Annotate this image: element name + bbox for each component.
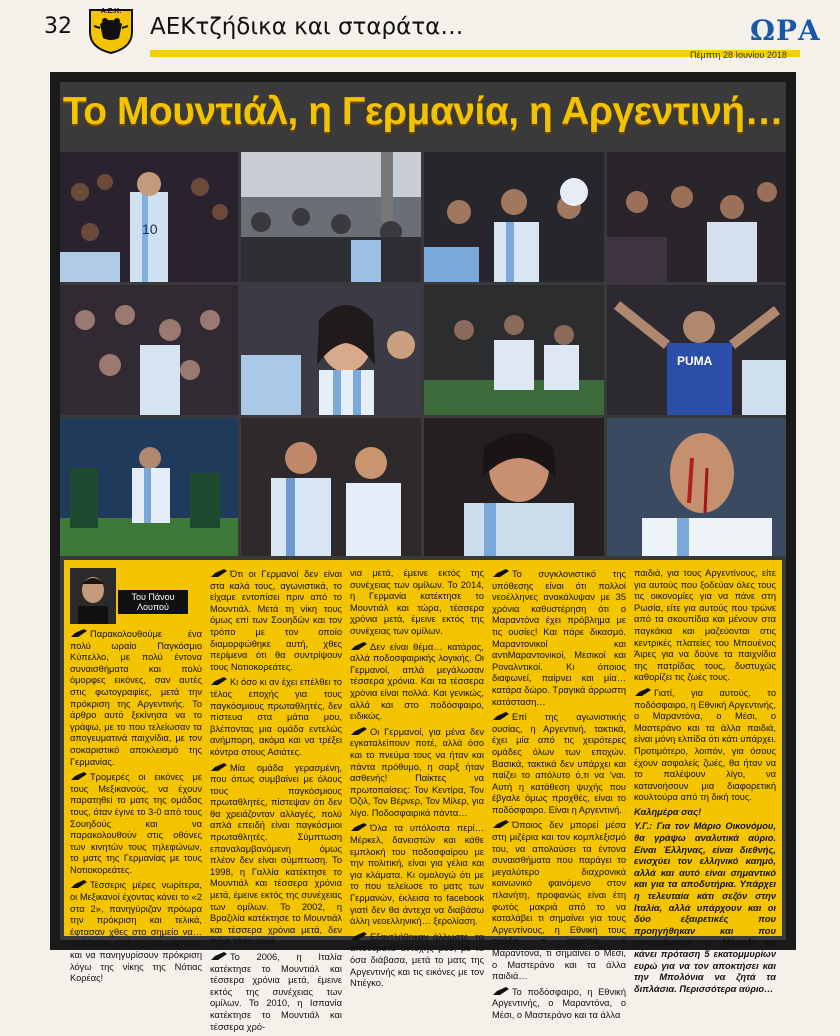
paragraph-text: Το συγκλονιστικό της υπόθεσης είναι ότι πολλοί νεοέλληνες ανακάλυψαν με 35 χρόνια καθυστέρηση ότι ο Μαραντόνα έχει πρόβλημα με τις ουσίες! Και πάρε δικασμό. Μαραντονικοί και αντιΜαραντονικοί, Μεσικοί και Ροναλντικοί. Κι όποιος διαφωνεί, παίρνει και μία… κατάρα δώρο. Τραγικά άρρωστη κατάσταση… (492, 569, 626, 707)
paragraph (350, 641, 484, 723)
pen-icon (492, 819, 510, 829)
signoff: Καλημέρα σας! (634, 806, 702, 817)
headline: Το Μουντιάλ, η Γερμανία, η Αργεντινή… (62, 90, 784, 133)
author-photo (70, 568, 116, 624)
page-header (0, 0, 840, 58)
shirt-number-text: 10 (142, 221, 158, 237)
pen-icon (492, 568, 510, 578)
paragraph (70, 879, 202, 984)
paragraph-text: Οι Γερμανοί, για μένα δεν εγκαταλείπουν ποτέ, αλλά όσο και το πνεύμα τους να ήταν και πάντα πρόθυμο, η σαρξ ήταν ασθενής! Παίκτες να πρωτοπαίσεις: Τον Κεντίρα, Τον Όζιλ, Τον Βέρνερ, Τον Μίλερ, για λίγο. Ποδοσφαιρικά πάντα… (350, 726, 484, 818)
paragraph-text: Γιατί, για αυτούς, το ποδόσφαιρο, η Εθνική Αργεντινής, ο Μαραντόνα, ο Μέσι, ο Μαστεράνο και τα άλλα παιδιά, είναι μόνη ελπίδα ότι κάτι υπάρχει. Προτιμότερο, λοιπόν, για όσους έχουν ασφαλείς ζωές, θα ήταν να το παλέψουν λίγο, να κατανοήσουν μια διαφορετική κουλτούρα από τη δική τους. (634, 687, 776, 803)
article-column-4 (492, 568, 626, 1025)
paragraph-text: Μία ομάδα γερασμένη, που όπως συμβαίνει με όλους τους παγκόσμιους πρωταθλητές, πίστεψαν ότι δεν θα χρειάζονταν αλλαγές, πολύ απλά επειδή είναι παγκόσμιοι πρωταθλητές. Σύμπτωση επαναλαμβανόμενη όμως πλέον δεν είναι σύμπτωση. Το 1998, η Γαλλία κατέκτησε το Μουντιάλ και τέσσερα χρόνια μετά, έμεινε εκτός της συνέχειας των ομίλων. Το 2002, η Βραζιλία κατέκτησε το Μουντιάλ και τέσσερα χρόνια μετά, δεν πήγε τόσο καλά. (210, 762, 342, 947)
pen-icon (492, 711, 510, 721)
fans-cheering-photo (424, 152, 604, 282)
paragraph (210, 951, 342, 1033)
pen-icon (350, 641, 368, 651)
article-column-3 (350, 568, 484, 993)
fans-crowd-photo (60, 152, 238, 282)
aek-logo (86, 6, 136, 54)
pen-icon (350, 726, 368, 736)
paragraph (634, 568, 776, 684)
players-goal-photo (60, 418, 238, 556)
paragraph (492, 711, 626, 816)
paragraph-text: Κι όσο κι αν έχει επέλθει το τέλος εποχής για τους παγκόσμιους πρωταθλητές, δεν πίστευα στα μάτια μου, βλέποντας μια ομάδα εντελώς ανήμπορη, ακόμα και να τρέξει κόντρα στους Ασιάτες. (210, 677, 342, 757)
pen-icon (492, 986, 510, 996)
paragraph-text: Δεν είναι θέμα… κατάρας, αλλά ποδοσφαιρικής λογικής. Οι Γερμανοί, απλά μεγάλωσαν τέσσερα χρόνια. Και τα τέσσερα χρόνια είναι πολλά. Και γενικώς, αλλά και στο ποδόσφαιρο, ειδικώς. (350, 641, 484, 722)
paragraph-text: Ότι οι Γερμανοί δεν είναι στα καλά τους, αγωνιστικά, το είχαμε εντοπίσει πριν από το Μουντιάλ. Μετά τη νίκη τους όμως επί των Σουηδών και τον τρόπο με τον οποίο διαμορφώθηκε αυτή, χθες περίμενα ότι θα συντρίψουν τους Νοτιοκορεάτες. (210, 569, 342, 672)
woman-fan-photo (241, 285, 421, 415)
paragraph (492, 986, 626, 1022)
fans-stands-photo (607, 152, 786, 282)
paragraph (492, 568, 626, 708)
pen-icon (70, 771, 88, 781)
logo-text: Α.Ε.Κ. (100, 8, 122, 15)
pen-icon (210, 568, 228, 578)
paragraph-text: Το 2006, η Ιταλία κατέκτησε το Μουντιάλ και τέσσερα χρόνια μετά, έμεινε εκτός της συνέχειας των ομίλων. Το 2010, η Ισπανία κατέκτησε το Μουντιάλ και τέσσερα χρό- (210, 952, 342, 1032)
page-number: 32 (44, 14, 72, 39)
players-celebrating-photo (424, 285, 604, 415)
pen-icon (210, 762, 228, 772)
paragraph-text: Όλα τα υπόλοιπα περί… Μέρκελ, δανειστών και κάθε εμπλοκή του ποδοσφαίρου με την πολιτική, είναι για γέλια και για κλάματα. Κι ομολογώ ότι με το που τελείωσε το ματς των Γερμανών, έκλεισα το facebook γιατί δεν θα άντεχα να διαβάσω άλλη νεοελληνική… ξερολίαση. (350, 823, 484, 927)
fans-crying-photo (60, 285, 238, 415)
pen-icon (210, 951, 228, 961)
section-title: ΑΕΚτζήδικα και σταράτα… (150, 14, 464, 40)
paragraph (210, 676, 342, 758)
photo-grid (60, 152, 786, 556)
article-column-5 (634, 568, 776, 998)
paragraph-text: Επί της αγωνιστικής ουσίας, η Αργεντινή, τακτικά, έχει μία από τις χειρότερες ομάδες όλων των εποχών. Βασικά, τακτικά δεν υπάρχει και παίζει το απόλυτο ό,τι να 'ναι. Αυτή η κατάθεση ψυχής που έβγαλε όμως προχθές, είναι το ποδόσφαιρο. Είναι η Αργεντινή. (492, 712, 626, 815)
paragraph-text: Εξαντλήθηκαν άλλωστε, τα αποθέματα αντοχής μου, με τα όσα διάβασα, μετά το ματς της Αργεντινής και τις εικόνες με τον Ντιέγκο. (350, 931, 484, 989)
paragraph-text: Παρακολουθούμε ένα πολύ ωραίο Παγκόσμιο Κύπελλο, με πολύ έντονα συναισθήματα και πολύ όμορφες εικόνες, σαν αυτές στις φωτογραφίες, μετά την πρόκριση της Αργεντινής. Το άρθρο αυτό ξεκίνησα να το γράφω, με το που τελείωσαν τα απογευματινά παιχνίδια, με τον σοκαριστικό αποκλεισμό της Γερμανίας. (70, 629, 202, 767)
paragraph (350, 931, 484, 990)
paragraph (350, 726, 484, 820)
pen-icon (210, 676, 228, 686)
paragraph (70, 771, 202, 876)
paragraph-text: Όποιος δεν μπορεί μέσα στη μιζέρια και τον κομπλεξισμό του, να απολαύσει τα έντονα συναισθήματα που παράγει το μεγαλύτερο διαχρονικά κοινωνικό φαινόμενο στον πλανήτη, προφανώς είναι έτη φωτός μακριά από το να καταλάβει τι σημαίνει για τους Αργεντίνους, η Εθνική τους ομάδα, τι σημαίνει ο Μαραντόνα, τι σημαίνει ο Μέσι, ο Μαστεράνο και τα άλλα παιδιά… (492, 820, 626, 982)
brand-name: ΩΡΑ (750, 14, 821, 47)
author-box (70, 568, 190, 624)
shirt-brand-text: PUMA (677, 354, 713, 368)
paragraph (350, 822, 484, 927)
paragraph (210, 568, 342, 673)
paragraph (634, 687, 776, 804)
article-body (64, 560, 782, 1032)
paragraph (70, 628, 202, 768)
article-frame-inner (60, 82, 786, 1032)
fans-park-photo (241, 152, 421, 282)
paragraph-text: Τρομερές οι εικόνες με τους Μεξικανούς, να έχουν παρατηθεί το ματς της ομάδας τους, όταν έγινε το 3-0 από τους Σουηδούς και να παρακολουθούν στις οθόνες των κινητών τους τηλεφώνων, το ματς της Γερμανίας με τους Νοτιοκορεάτες. (70, 772, 202, 875)
mascherano-photo (607, 418, 786, 556)
pen-icon (634, 687, 652, 697)
author-name: Του Πάνου Λουπού (118, 590, 188, 614)
paragraph-text: παιδιά, για τους Αργεντίνους, είτε για αυτούς που ξοδεύαν όλες τους τις οικονομίες για να πάνε στη Ρωσία, είτε για αυτούς που τρώνε από τα σκουπίδια και μένουν στα παγκάκια και μαζεύονται στις κεντρικές πλατείες του Μπουένος Άιρες για να δούνε τα παιχνίδια της πατρίδας τους, δυστυχώς καθορίζει τις ζωές τους. (634, 568, 776, 683)
article-frame (50, 72, 796, 1032)
paragraph-text: Τέσσερις μέρες νωρίτερα, οι Μεξικανοί έχοντας κάνει το «2 στα 2», πανηγύριζαν πρόωρα την πρόκριση και τελικά, έφτασαν χθες στο σημείο να… πεθάνουν από την αγωνία τους και να πανηγυρίσουν πρόκριση λόγω της νίκης της Νότιας Κορέας! (70, 880, 202, 984)
fans-shouting-photo (241, 418, 421, 556)
pen-icon (70, 628, 88, 638)
postscript-note: Υ.Γ.: Για τον Μάριο Οικονόμου, θα γράψω αναλυτικά αύριο. Είναι Έλληνας, είναι διεθνής, ενισχύει τον ελληνικό καημό, αλλά και αυτό είναι σημαντικό και για τα αποδυτήρια. Υπάρχει η τελευταία κάτι σεζόν στην Ιταλία, αλλά υπάρχουν και οι δύο εξαιρετικές που προηγήθηκαν και που υποχρέωσαν τη Νάπολι να κάνει πρόταση 5 εκατομμυρίων ευρώ για να τον αποκτήσει και την Μπολόνια να ζητά τα διπλάσια. Περισσότερα αύριο… (634, 821, 776, 994)
pen-icon (70, 879, 88, 889)
paragraph (210, 762, 342, 949)
pen-icon (350, 822, 368, 832)
paragraph-text: Το ποδόσφαιρο, η Εθνική Αργεντινής, ο Μαραντόνα, ο Μέσι, ο Μαστεράνο και τα άλλα (492, 986, 626, 1020)
paragraph (350, 568, 484, 638)
issue-date: Πέμπτη 28 Ιουνίου 2018 (690, 50, 787, 60)
paragraph-text: νια μετά, έμεινε εκτός της συνέχειας των ομίλων. Το 2014, η Γερμανία κατέκτησε το Μουντιάλ και τώρα, τέσσερα χρόνια μετά, έμεινε εκτός της συνέχειας των ομίλων. (350, 568, 484, 636)
paragraph (492, 819, 626, 982)
maradona-photo (607, 285, 786, 415)
article-column-2 (210, 568, 342, 1036)
crying-fan-photo (424, 418, 604, 556)
pen-icon (350, 931, 368, 941)
article-column-1 (70, 568, 202, 988)
